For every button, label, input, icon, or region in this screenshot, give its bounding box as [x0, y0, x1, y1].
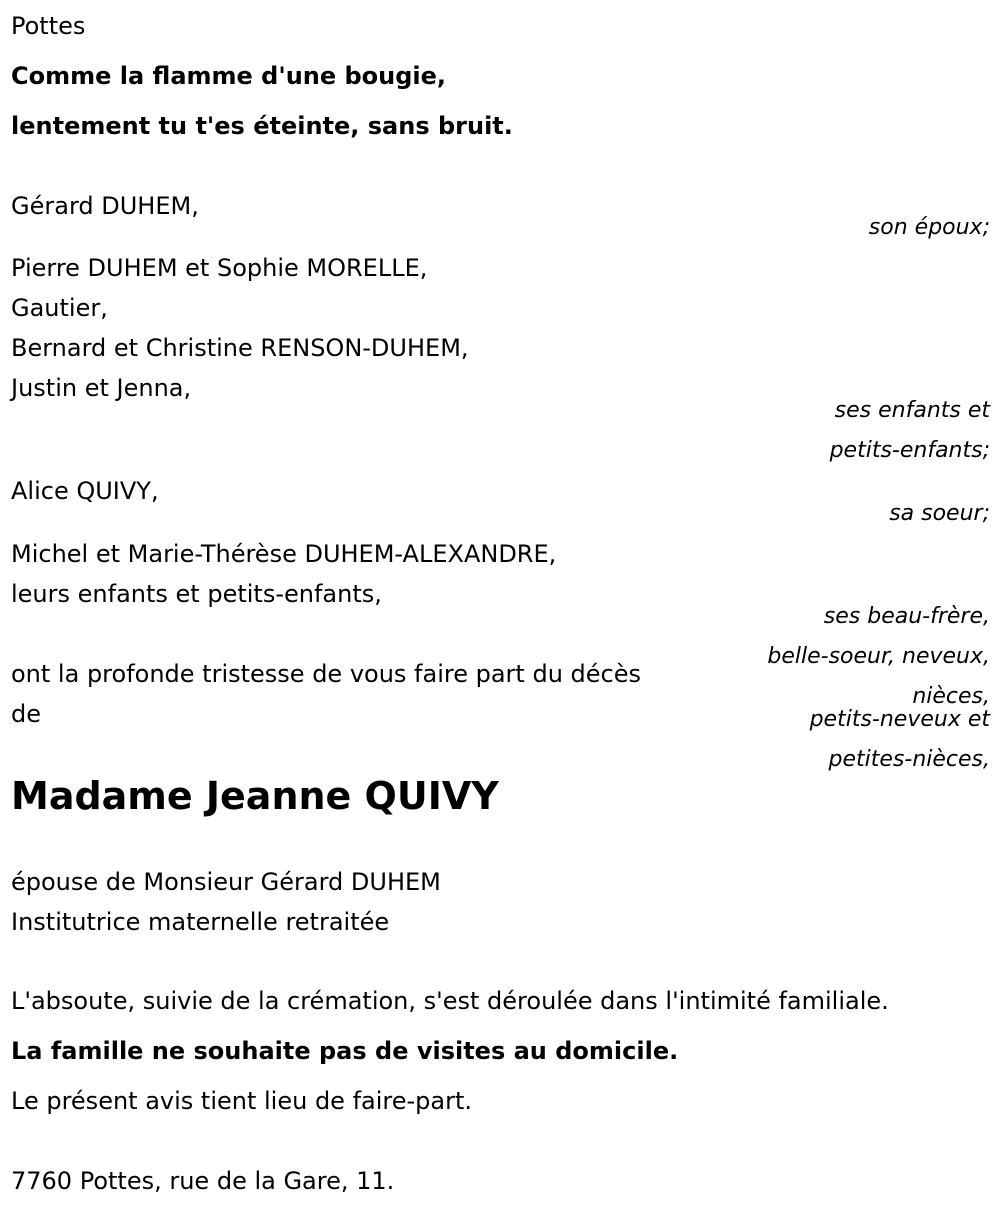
sister-role: sa soeur; — [889, 501, 990, 526]
deceased-name: Madame Jeanne QUIVY — [11, 774, 499, 818]
inlaws-line-2: leurs enfants et petits-enfants, — [11, 580, 382, 608]
inlaws-role-line-3: nièces, — [912, 684, 990, 709]
inlaws-role-line-1: ses beau-frère, — [823, 604, 990, 629]
inlaws-line-1: Michel et Marie-Thérèse DUHEM-ALEXANDRE, — [11, 540, 557, 568]
inlaws-role-line-5: petites-nièces, — [828, 747, 990, 772]
sister-name: Alice QUIVY, — [11, 477, 159, 505]
husband-role: son époux; — [868, 215, 990, 240]
poem-line-2: lentement tu t'es éteinte, sans bruit. — [11, 112, 513, 140]
children-role-line-2: petits-enfants; — [829, 438, 990, 463]
inlaws-role-line-2: belle-soeur, neveux, — [767, 644, 990, 669]
announcement-line-1: ont la profonde tristesse de vous faire part du décès — [11, 660, 641, 688]
child-line-3: Bernard et Christine RENSON-DUHEM, — [11, 334, 469, 362]
child-line-1: Pierre DUHEM et Sophie MORELLE, — [11, 254, 428, 282]
poem-line-1: Comme la flamme d'une bougie, — [11, 62, 447, 90]
child-line-4: Justin et Jenna, — [11, 374, 192, 402]
visits-note: La famille ne souhaite pas de visites au domicile. — [11, 1037, 679, 1065]
announcement-line-2: de — [11, 700, 41, 728]
address-line: 7760 Pottes, rue de la Gare, 11. — [11, 1167, 395, 1195]
occupation-line: Institutrice maternelle retraitée — [11, 908, 390, 936]
spouse-line: épouse de Monsieur Gérard DUHEM — [11, 868, 441, 896]
notice-note: Le présent avis tient lieu de faire-part. — [11, 1087, 473, 1115]
inlaws-role-line-4: petits-neveux et — [809, 707, 990, 732]
child-line-2: Gautier, — [11, 294, 108, 322]
ceremony-note: L'absoute, suivie de la crémation, s'est déroulée dans l'intimité familiale. — [11, 987, 889, 1015]
children-role-line-1: ses enfants et — [834, 398, 990, 423]
husband-name: Gérard DUHEM, — [11, 192, 199, 220]
location-label: Pottes — [11, 12, 86, 40]
